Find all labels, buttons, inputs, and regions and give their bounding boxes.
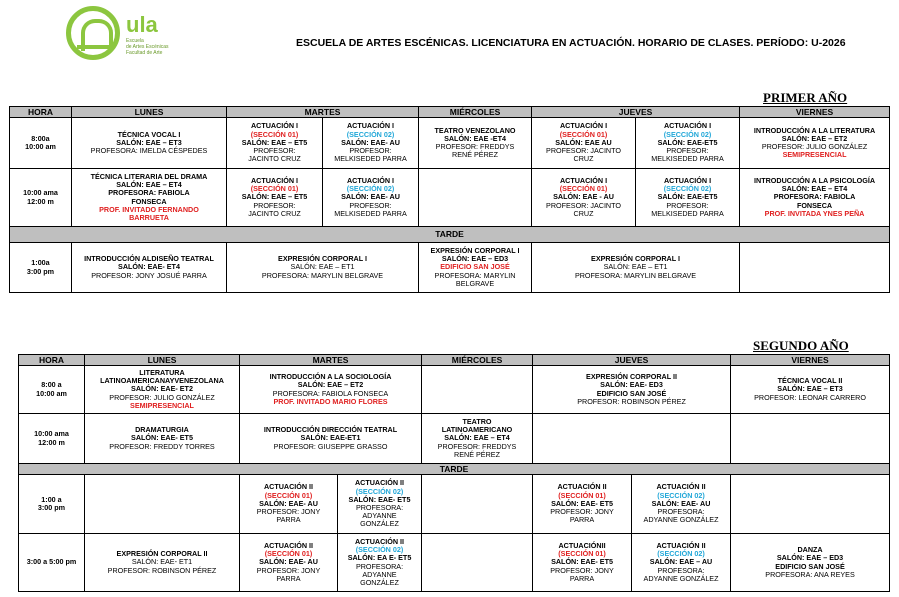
hora-cell: 10:00 ama 12:00 m <box>10 169 72 227</box>
table-row <box>19 366 890 414</box>
tarde-label: TARDE <box>19 464 890 475</box>
hora-cell: 10:00 ama 12:00 m <box>19 414 85 464</box>
tarde-row <box>10 227 890 243</box>
empty-cell <box>419 169 532 227</box>
hora-cell: 8:00a 10:00 am <box>10 118 72 169</box>
col-martes: MARTES <box>227 107 419 118</box>
class-cell: ACTUACIÓN II (SECCIÓN 02) SALÓN: EAE- AU PROFESORA: ADYANNE GONZÁLEZ <box>632 475 731 534</box>
tarde-row <box>19 464 890 475</box>
logo-emblem-icon <box>66 6 120 60</box>
empty-cell <box>533 414 731 464</box>
empty-cell <box>422 534 533 592</box>
col-martes: MARTES <box>240 355 422 366</box>
schedule-table-segundo <box>18 354 890 592</box>
col-hora: HORA <box>10 107 72 118</box>
table-row <box>19 414 890 464</box>
class-cell: INTRODUCCIÓN A LA PSICOLOGÍA SALÓN: EAE – ET4 PROFESORA: FABIOLA FONSECA PROF. INVITADA YNES PEÑA <box>740 169 890 227</box>
logo-subtitle: Escuela de Artes Escénicas Facultad de Arte <box>126 38 169 56</box>
empty-cell <box>740 243 890 293</box>
class-cell: ACTUACIÓN II (SECCIÓN 02) SALÓN: EAE- ET5 PROFESORA: ADYANNE GONZÁLEZ <box>338 475 422 534</box>
class-cell: TÉCNICA VOCAL I SALÓN: EAE – ET3 PROFESORA: IMELDA CÉSPEDES <box>72 118 227 169</box>
class-cell: TEATRO LATINOAMERICANO SALÓN: EAE – ET4 PROFESOR: FREDDYS RENÉ PÉREZ <box>422 414 533 464</box>
class-cell: ACTUACIÓN I (SECCIÓN 02) SALÓN: EAE-ET5 PROFESOR: MELKISEDED PARRA <box>636 169 740 227</box>
empty-cell <box>85 475 240 534</box>
col-hora: HORA <box>19 355 85 366</box>
class-cell: INTRODUCCIÓN ALDISEÑO TEATRAL SALÓN: EAE- ET4 PROFESOR: JONY JOSUÉ PARRA <box>72 243 227 293</box>
table-row <box>10 243 890 293</box>
class-cell: DRAMATURGIA SALÓN: EAE- ET5 PROFESOR: FREDDY TORRES <box>85 414 240 464</box>
class-cell: ACTUACIÓN II (SECCIÓN 01) SALÓN: EAE- ET5 PROFESOR: JONY PARRA <box>533 475 632 534</box>
header-row <box>19 355 890 366</box>
class-cell: EXPRESIÓN CORPORAL I SALÓN: EAE – ED3 EDIFICIO SAN JOSÉ PROFESORA: MARYLIN BELGRAVE <box>419 243 532 293</box>
empty-cell <box>731 475 890 534</box>
empty-cell <box>422 366 533 414</box>
class-cell: ACTUACIÓN II (SECCIÓN 01) SALÓN: EAE- AU PROFESOR: JONY PARRA <box>240 475 338 534</box>
table-row <box>19 534 890 592</box>
hora-cell: 8:00 a 10:00 am <box>19 366 85 414</box>
class-cell: TEATRO VENEZOLANO SALÓN: EAE -ET4 PROFESOR: FREDDYS RENÉ PÉREZ <box>419 118 532 169</box>
class-cell: INTRODUCCIÓN DIRECCIÓN TEATRAL SALÓN: EAE-ET1 PROFESOR: GIUSEPPE GRASSO <box>240 414 422 464</box>
class-cell: ACTUACIÓN I (SECCIÓN 01) SALÓN: EAE – ET5 PROFESOR: JACINTO CRUZ <box>227 169 323 227</box>
table-row <box>19 475 890 534</box>
class-cell: INTRODUCCIÓN A LA SOCIOLOGÍA SALÓN: EAE – ET2 PROFESORA: FABIOLA FONSECA PROF. INVITADO MARIO FLORES <box>240 366 422 414</box>
schedule-table-primer <box>9 106 890 293</box>
class-cell: DANZA SALÓN: EAE – ED3 EDIFICIO SAN JOSÉ PROFESORA: ANA REYES <box>731 534 890 592</box>
class-cell: INTRODUCCIÓN A LA LITERATURA SALÓN: EAE – ET2 PROFESOR: JULIO GONZÁLEZ SEMIPRESENCIAL <box>740 118 890 169</box>
col-miercoles: MIÉRCOLES <box>422 355 533 366</box>
class-cell: TÉCNICA LITERARIA DEL DRAMA SALÓN: EAE – ET4 PROFESORA: FABIOLA FONSECA PROF. INVITADO FERNANDO BARRUETA <box>72 169 227 227</box>
table-row <box>10 118 890 169</box>
col-jueves: JUEVES <box>532 107 740 118</box>
class-cell: ACTUACIÓN I (SECCIÓN 01) SALÓN: EAE – ET5 PROFESOR: JACINTO CRUZ <box>227 118 323 169</box>
col-viernes: VIERNES <box>740 107 890 118</box>
class-cell: TÉCNICA VOCAL II SALÓN: EAE – ET3 PROFESOR: LEONAR CARRERO <box>731 366 890 414</box>
class-cell: ACTUACIÓN II (SECCIÓN 02) SALÓN: EA E- ET5 PROFESORA: ADYANNE GONZÁLEZ <box>338 534 422 592</box>
class-cell: ACTUACIÓN I (SECCIÓN 01) SALÓN: EAE AU PROFESOR: JACINTO CRUZ <box>532 118 636 169</box>
tarde-label: TARDE <box>10 227 890 243</box>
class-cell: ACTUACIÓN II (SECCIÓN 02) SALÓN: EAE – AU PROFESORA: ADYANNE GONZÁLEZ <box>632 534 731 592</box>
document-title: ESCUELA DE ARTES ESCÉNICAS. LICENCIATURA EN ACTUACIÓN. HORARIO DE CLASES. PERÍODO: U-2026 <box>296 37 846 49</box>
ula-logo <box>66 6 186 62</box>
logo-name: ula <box>126 12 158 37</box>
primer-ano-label: PRIMER AÑO <box>763 90 848 105</box>
col-lunes: LUNES <box>72 107 227 118</box>
class-cell: ACTUACIÓN I (SECCIÓN 02) SALÓN: EAE- AU PROFESOR: MELKISEDED PARRA <box>323 118 419 169</box>
class-cell: ACTUACIÓN I (SECCIÓN 01) SALÓN: EAE - AU PROFESOR: JACINTO CRUZ <box>532 169 636 227</box>
hora-cell: 3:00 a 5:00 pm <box>19 534 85 592</box>
hora-cell: 1:00a 3:00 pm <box>10 243 72 293</box>
empty-cell <box>422 475 533 534</box>
class-cell: LITERATURA LATINOAMERICANAYVENEZOLANA SALÓN: EAE- ET2 PROFESOR: JULIO GONZÁLEZ SEMIPRESENCIAL <box>85 366 240 414</box>
col-viernes: VIERNES <box>731 355 890 366</box>
class-cell: ACTUACIÓNII (SECCIÓN 01) SALÓN: EAE- ET5 PROFESOR: JONY PARRA <box>533 534 632 592</box>
empty-cell <box>731 414 890 464</box>
col-jueves: JUEVES <box>533 355 731 366</box>
hora-cell: 1:00 a 3:00 pm <box>19 475 85 534</box>
segundo-ano-label: SEGUNDO AÑO <box>753 338 849 353</box>
class-cell: EXPRESIÓN CORPORAL II SALÓN: EAE- ET1 PROFESOR: ROBINSON PÉREZ <box>85 534 240 592</box>
header-row <box>10 107 890 118</box>
class-cell: ACTUACIÓN I (SECCIÓN 02) SALÓN: EAE- AU PROFESOR: MELKISEDED PARRA <box>323 169 419 227</box>
class-cell: EXPRESIÓN CORPORAL I SALÓN: EAE – ET1 PROFESORA: MARYLIN BELGRAVE <box>227 243 419 293</box>
class-cell: EXPRESIÓN CORPORAL I SALÓN: EAE – ET1 PROFESORA: MARYLIN BELGRAVE <box>532 243 740 293</box>
class-cell: ACTUACIÓN II (SECCIÓN 01) SALÓN: EAE- AU PROFESOR: JONY PARRA <box>240 534 338 592</box>
col-miercoles: MIÉRCOLES <box>419 107 532 118</box>
class-cell: EXPRESIÓN CORPORAL II SALÓN: EAE- ED3 EDIFICIO SAN JOSÉ PROFESOR: ROBINSON PÉREZ <box>533 366 731 414</box>
class-cell: ACTUACIÓN I (SECCIÓN 02) SALÓN: EAE-ET5 PROFESOR: MELKISEDED PARRA <box>636 118 740 169</box>
table-row <box>10 169 890 227</box>
col-lunes: LUNES <box>85 355 240 366</box>
